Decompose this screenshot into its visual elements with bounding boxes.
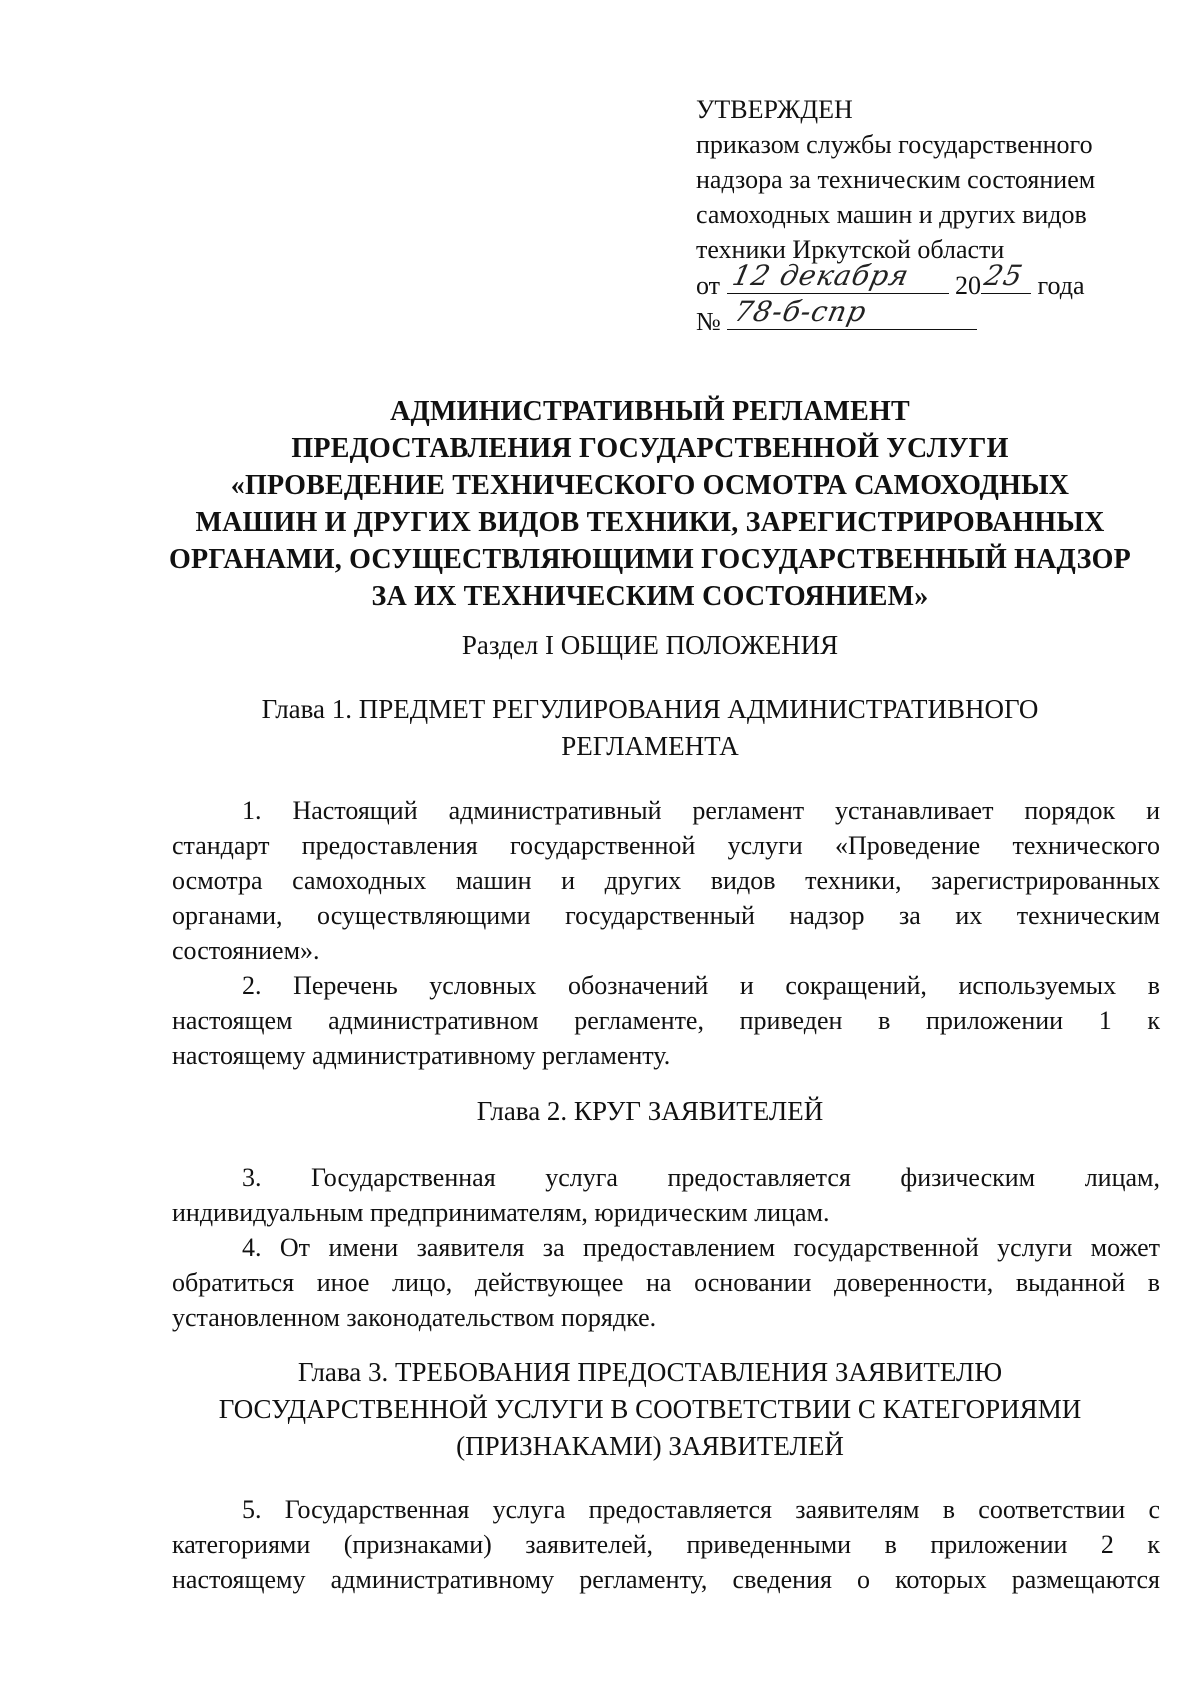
approval-number-line — [696, 295, 1166, 339]
date-prefix: от — [696, 271, 721, 300]
handwritten-number: 78-б-спр — [731, 295, 871, 328]
paragraph-2 — [172, 968, 1160, 1073]
paragraph-line: категориями (признаками) заявителей, приведенными в приложении 2 к — [172, 1530, 1160, 1559]
handwritten-date: 12 декабря — [729, 259, 912, 292]
title-line: ПРЕДОСТАВЛЕНИЯ ГОСУДАРСТВЕННОЙ УСЛУГИ — [291, 433, 1009, 464]
approval-line: приказом службы государственного — [696, 130, 1093, 159]
chapter-heading-line: (ПРИЗНАКАМИ) ЗАЯВИТЕЛЕЙ — [456, 1431, 844, 1461]
paragraph-line: 3. Государственная услуга предоставляется физическим лицам, — [242, 1163, 1160, 1192]
paragraph-line: настоящему административному регламенту, сведения о которых размещаются — [172, 1565, 1160, 1594]
chapter-heading-line: Глава 1. ПРЕДМЕТ РЕГУЛИРОВАНИЯ АДМИНИСТРАТИВНОГО — [261, 694, 1039, 724]
year-blank — [981, 259, 1031, 294]
paragraph-line: установленном законодательством порядке. — [172, 1303, 657, 1332]
number-blank — [727, 295, 977, 330]
paragraph-line: обратиться иное лицо, действующее на основании доверенности, выданной в — [172, 1268, 1160, 1297]
title-line: АДМИНИСТРАТИВНЫЙ РЕГЛАМЕНТ — [390, 396, 910, 427]
year-suffix: года — [1037, 271, 1085, 300]
handwritten-year: 25 — [981, 259, 1027, 292]
approval-line: самоходных машин и других видов — [696, 200, 1087, 229]
approval-line: надзора за техническим состоянием — [696, 165, 1096, 194]
document-title — [150, 393, 1150, 615]
paragraph-line: 5. Государственная услуга предоставляется заявителям в соответствии с — [242, 1495, 1160, 1524]
paragraph-3 — [172, 1160, 1160, 1230]
number-prefix: № — [696, 307, 721, 336]
date-blank — [727, 259, 949, 294]
paragraph-5 — [172, 1492, 1160, 1597]
paragraph-line: состоянием». — [172, 936, 320, 965]
approval-block — [696, 92, 1166, 339]
paragraph-line: 1. Настоящий административный регламент устанавливает порядок и — [242, 796, 1160, 825]
title-line: МАШИН И ДРУГИХ ВИДОВ ТЕХНИКИ, ЗАРЕГИСТРИРОВАННЫХ — [195, 507, 1105, 538]
approval-line: техники Иркутской области — [696, 235, 1005, 264]
approval-stamp: УТВЕРЖДЕН — [696, 95, 853, 124]
chapter-2-heading — [150, 1093, 1150, 1130]
paragraph-4 — [172, 1230, 1160, 1335]
year-prefix: 20 — [955, 271, 982, 300]
paragraph-line: 4. От имени заявителя за предоставлением государственной услуги может — [242, 1233, 1160, 1262]
paragraph-line: органами, осуществляющими государственный надзор за их техническим — [172, 901, 1160, 930]
chapter-heading-line: Глава 3. ТРЕБОВАНИЯ ПРЕДОСТАВЛЕНИЯ ЗАЯВИТЕЛЮ — [297, 1357, 1003, 1387]
section-heading-text: Раздел I ОБЩИЕ ПОЛОЖЕНИЯ — [461, 630, 839, 660]
title-line: «ПРОВЕДЕНИЕ ТЕХНИЧЕСКОГО ОСМОТРА САМОХОДНЫХ — [230, 470, 1070, 501]
title-line: ОРГАНАМИ, ОСУЩЕСТВЛЯЮЩИМИ ГОСУДАРСТВЕННЫЙ НАДЗОР — [169, 544, 1131, 575]
chapter-heading-line: Глава 2. КРУГ ЗАЯВИТЕЛЕЙ — [476, 1096, 824, 1126]
chapter-1-heading — [150, 691, 1150, 765]
section-heading — [150, 627, 1150, 664]
chapter-heading-line: ГОСУДАРСТВЕННОЙ УСЛУГИ В СООТВЕТСТВИИ С КАТЕГОРИЯМИ — [218, 1394, 1082, 1424]
chapter-heading-line: РЕГЛАМЕНТА — [561, 731, 739, 761]
paragraph-line: настоящем административном регламенте, приведен в приложении 1 к — [172, 1006, 1160, 1035]
title-line: ЗА ИХ ТЕХНИЧЕСКИМ СОСТОЯНИЕМ» — [371, 581, 929, 612]
paragraph-1 — [172, 793, 1160, 968]
chapter-3-heading — [150, 1354, 1150, 1465]
paragraph-line: настоящему административному регламенту. — [172, 1041, 671, 1070]
paragraph-line: 2. Перечень условных обозначений и сокращений, используемых в — [242, 971, 1160, 1000]
paragraph-line: индивидуальным предпринимателям, юридическим лицам. — [172, 1198, 830, 1227]
paragraph-line: осмотра самоходных машин и других видов техники, зарегистрированных — [172, 866, 1160, 895]
paragraph-line: стандарт предоставления государственной услуги «Проведение технического — [172, 831, 1160, 860]
